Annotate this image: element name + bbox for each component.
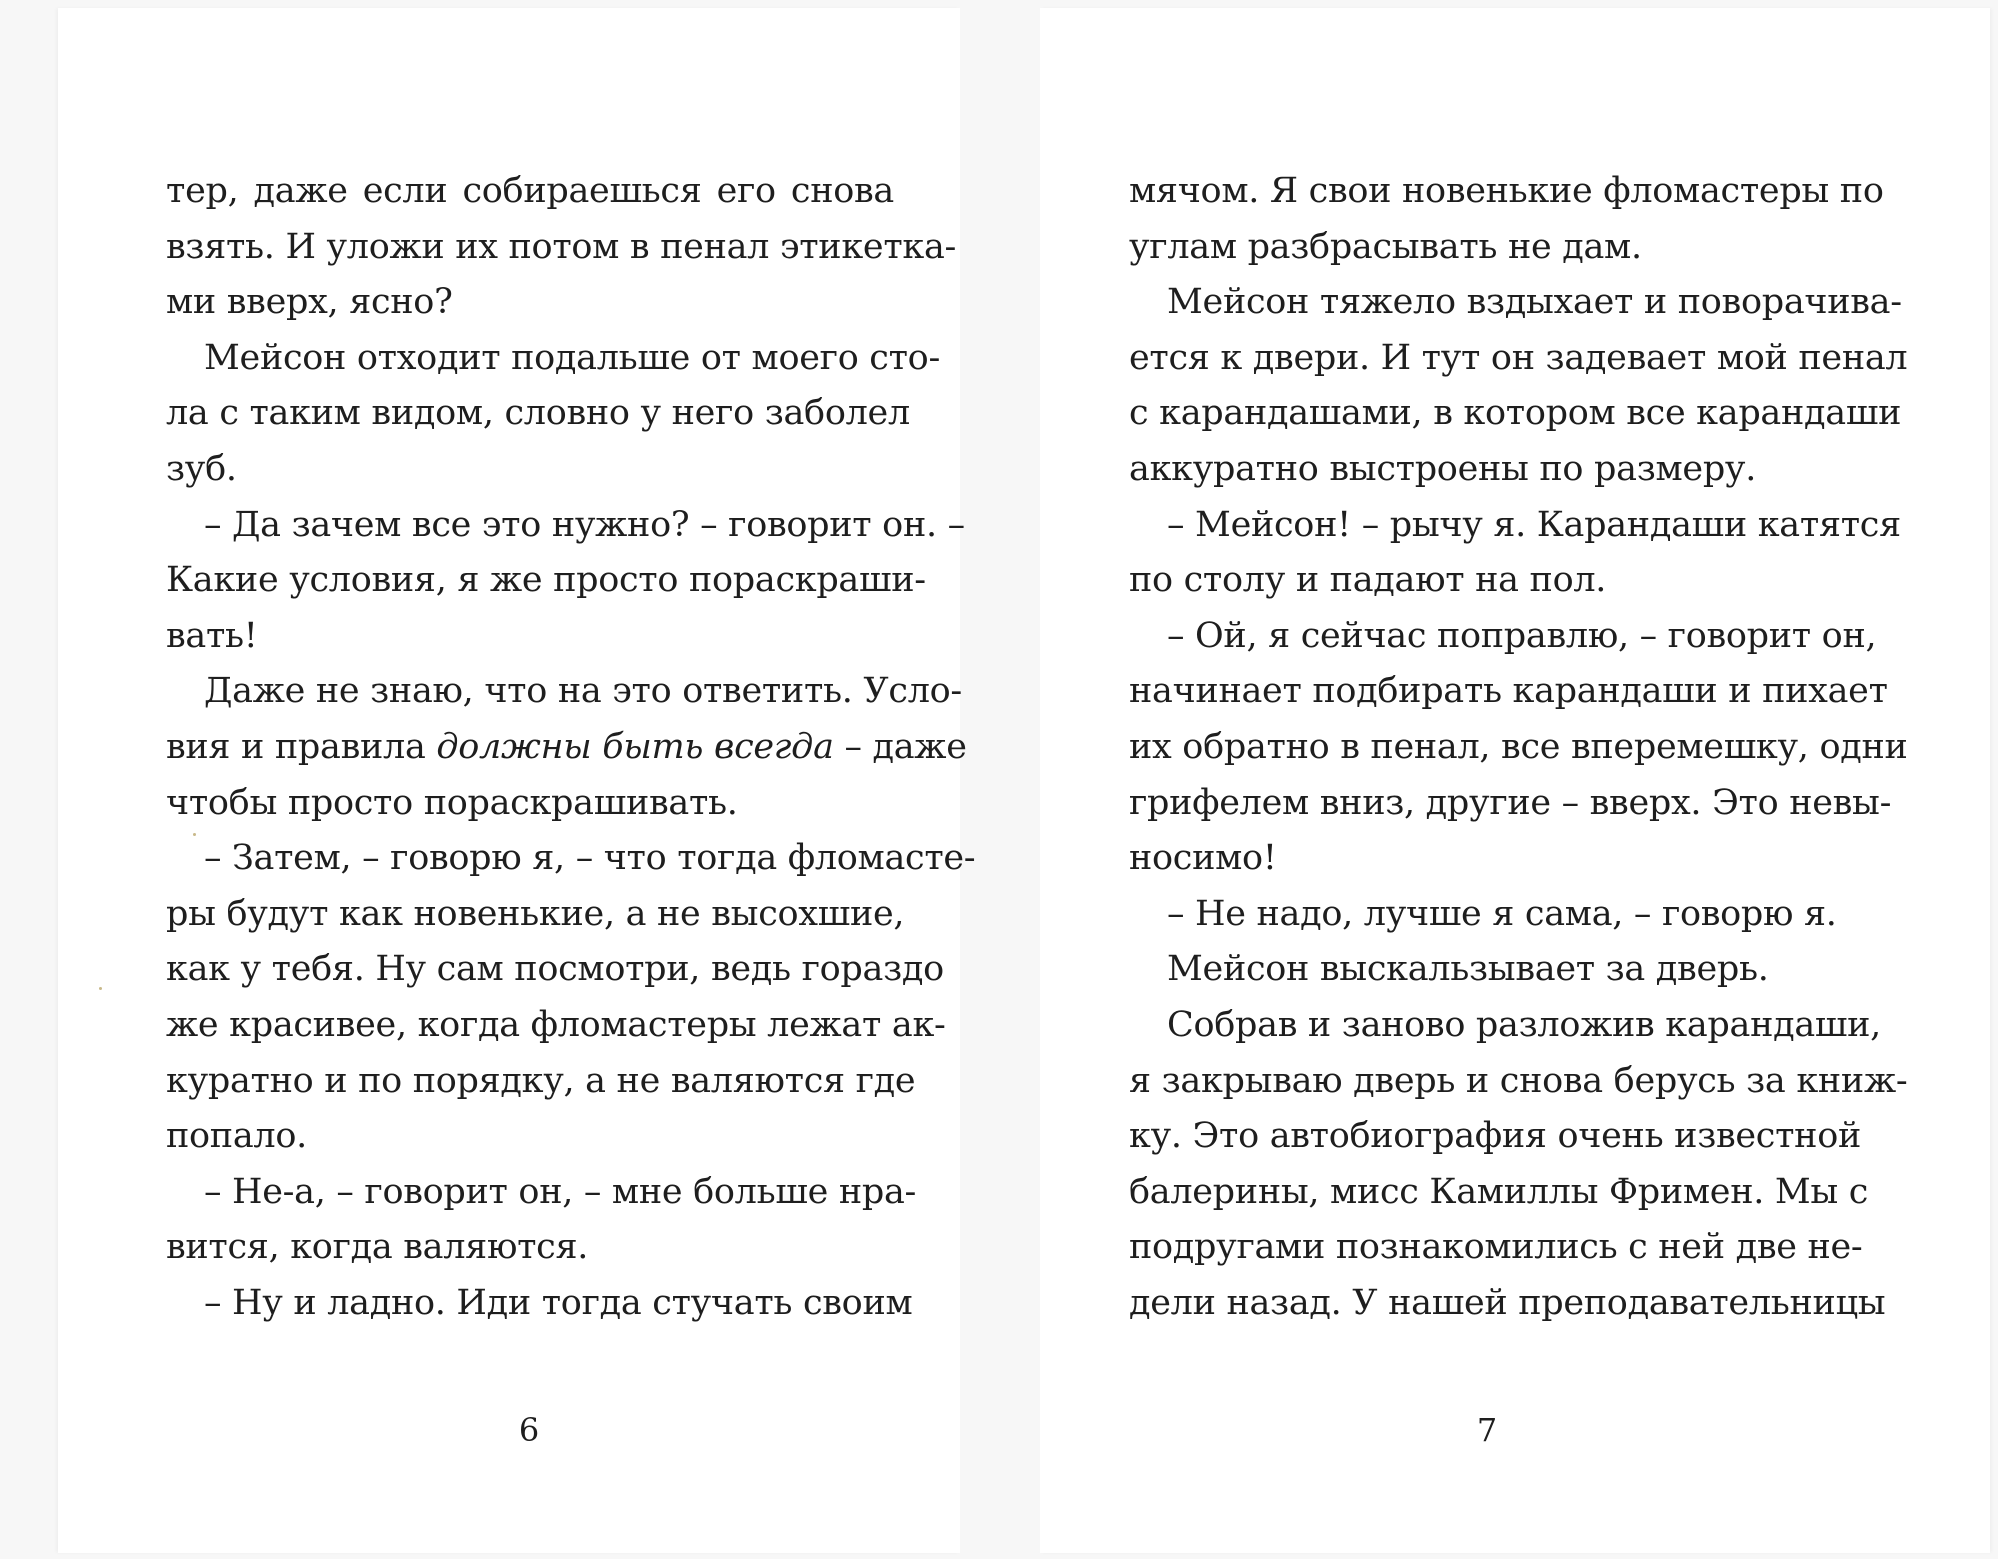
paper-speck — [99, 987, 102, 990]
text-line: углам разбрасывать не дам. — [1129, 226, 1642, 267]
text-line: начинает подбирать карандаши и пихает — [1129, 671, 1888, 712]
text-line: их обратно в пенал, все вперемешку, одни — [1129, 726, 1908, 767]
text-line: – Не надо, лучше я сама, – говорю я. — [1167, 893, 1837, 934]
text-line: ку. Это автобиография очень известной — [1129, 1116, 1861, 1157]
text-line: Собрав и заново разложив карандаши, — [1167, 1004, 1882, 1045]
text-line: ется к двери. И тут он задевает мой пенал — [1129, 337, 1908, 378]
text-line: дели назад. У нашей преподавательницы — [1129, 1282, 1886, 1323]
right-page-text — [1129, 164, 1908, 1331]
text-line: Какие условия, я же просто пораскраши- — [166, 560, 926, 601]
text-line: по столу и падают на пол. — [1129, 560, 1607, 601]
italic-emphasis: должны быть всегда — [436, 726, 834, 767]
text-line: я закрываю дверь и снова берусь за книж- — [1129, 1060, 1908, 1101]
text-line: – Ну и ладно. Иди тогда стучать своим — [204, 1282, 913, 1323]
text-line: Мейсон отходит подальше от моего сто- — [204, 337, 940, 378]
text-line: грифелем вниз, другие – вверх. Это невы- — [1129, 782, 1892, 823]
text-line: куратно и по порядку, а не валяются где — [166, 1060, 916, 1101]
text-line: подругами познакомились с ней две не- — [1129, 1227, 1863, 1268]
text-line: вия и правила должны быть всегда – даже — [166, 726, 967, 767]
text-line: носимо! — [1129, 838, 1277, 879]
text-line: Мейсон выскальзывает за дверь. — [1167, 949, 1769, 990]
right-page-number: 7 — [1476, 1411, 1498, 1449]
text-line: Мейсон тяжело вздыхает и поворачива- — [1167, 282, 1902, 323]
text-line: аккуратно выстроены по размеру. — [1129, 448, 1757, 489]
text-line: как у тебя. Ну сам посмотри, ведь гораздо — [166, 949, 944, 990]
text-line: Даже не знаю, что на это ответить. Усло- — [204, 671, 962, 712]
right-page — [1040, 8, 1990, 1553]
text-line: чтобы просто пораскрашивать. — [166, 782, 738, 823]
paper-speck — [193, 833, 196, 836]
text-line: зуб. — [166, 448, 237, 489]
text-line: – Не-а, – говорит он, – мне больше нра- — [204, 1171, 917, 1212]
left-page-number: 6 — [518, 1411, 540, 1449]
text-line: вится, когда валяются. — [166, 1227, 589, 1268]
text-line: ры будут как новенькие, а не высохшие, — [166, 893, 905, 934]
text-line: тер, даже если собираешься его снова — [166, 171, 894, 211]
text-line: с карандашами, в котором все карандаши — [1129, 393, 1902, 434]
text-line: – Ой, я сейчас поправлю, – говорит он, — [1167, 615, 1877, 656]
text-line: же красивее, когда фломастеры лежат ак- — [166, 1004, 946, 1045]
left-page — [58, 8, 976, 1553]
left-page-text — [166, 164, 976, 1331]
text-line: – Затем, – говорю я, – что тогда фломасте- — [204, 838, 976, 879]
text-line: взять. И уложи их потом в пенал этикетка- — [166, 226, 957, 267]
text-line: вать! — [166, 615, 258, 656]
text-line: балерины, мисс Камиллы Фримен. Мы с — [1129, 1171, 1869, 1212]
text-line: – Да зачем все это нужно? – говорит он. – — [204, 504, 965, 545]
text-line: мячом. Я свои новенькие фломастеры по — [1129, 171, 1884, 211]
text-line: попало. — [166, 1116, 307, 1157]
text-line: ла с таким видом, словно у него заболел — [166, 393, 910, 434]
text-line: – Мейсон! – рычу я. Карандаши катятся — [1167, 504, 1901, 545]
text-line: ми вверх, ясно? — [166, 282, 453, 323]
